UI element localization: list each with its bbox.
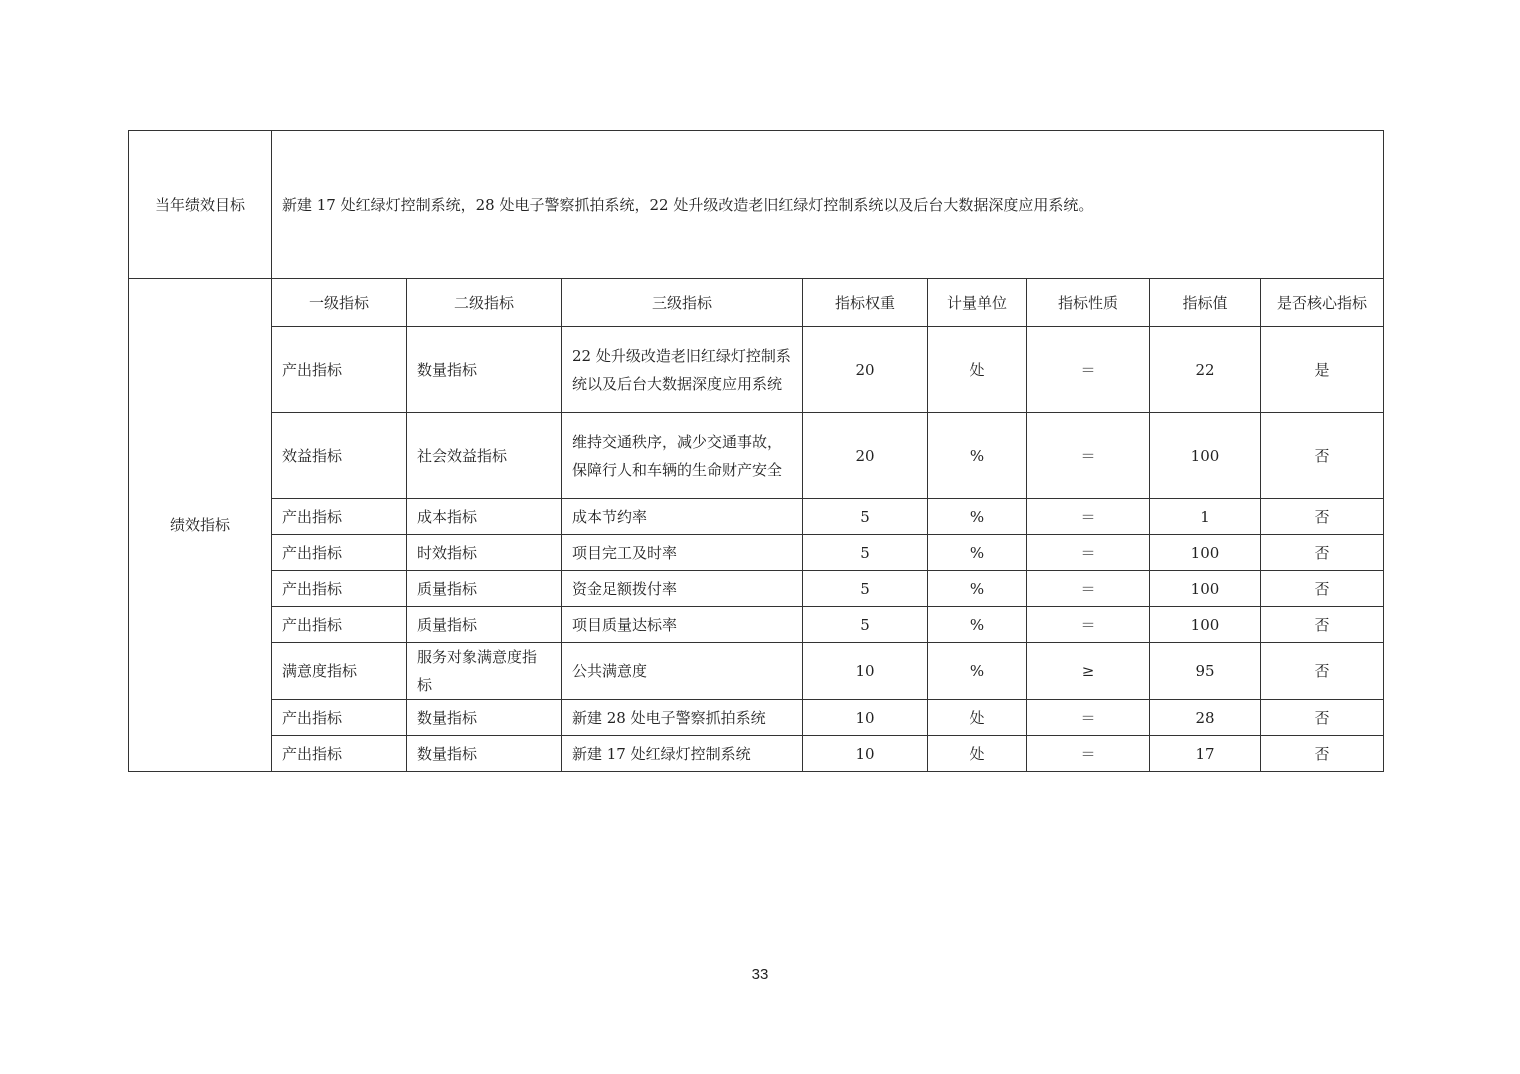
cell-core: 否 xyxy=(1261,499,1384,535)
table-row xyxy=(129,535,1384,571)
cell-level1: 满意度指标 xyxy=(272,643,407,700)
cell-level1: 产出指标 xyxy=(272,535,407,571)
header-value: 指标值 xyxy=(1150,279,1261,327)
cell-weight: 5 xyxy=(803,571,928,607)
cell-core: 否 xyxy=(1261,736,1384,772)
cell-level1: 产出指标 xyxy=(272,607,407,643)
goal-text: 新建 17 处红绿灯控制系统，28 处电子警察抓拍系统，22 处升级改造老旧红绿灯控制系统以及后台大数据深度应用系统。 xyxy=(272,131,1384,279)
table-row xyxy=(129,499,1384,535)
cell-level3: 成本节约率 xyxy=(562,499,803,535)
cell-weight: 5 xyxy=(803,499,928,535)
cell-core: 是 xyxy=(1261,327,1384,413)
table-row xyxy=(129,571,1384,607)
cell-nature: ＝ xyxy=(1027,607,1150,643)
cell-level1: 产出指标 xyxy=(272,571,407,607)
cell-level1: 产出指标 xyxy=(272,499,407,535)
cell-value: 100 xyxy=(1150,607,1261,643)
cell-level3: 维持交通秩序，减少交通事故，保障行人和车辆的生命财产安全 xyxy=(562,413,803,499)
cell-value: 100 xyxy=(1150,413,1261,499)
cell-level2: 成本指标 xyxy=(407,499,562,535)
cell-level2: 数量指标 xyxy=(407,327,562,413)
cell-nature: ＝ xyxy=(1027,571,1150,607)
cell-level2: 服务对象满意度指标 xyxy=(407,643,562,700)
cell-value: 28 xyxy=(1150,700,1261,736)
cell-nature: ＝ xyxy=(1027,327,1150,413)
cell-value: 17 xyxy=(1150,736,1261,772)
header-unit: 计量单位 xyxy=(928,279,1027,327)
cell-value: 100 xyxy=(1150,535,1261,571)
cell-core: 否 xyxy=(1261,607,1384,643)
cell-core: 否 xyxy=(1261,413,1384,499)
page-number: 33 xyxy=(751,966,769,983)
cell-unit: % xyxy=(928,413,1027,499)
table-row xyxy=(129,413,1384,499)
table-row xyxy=(129,607,1384,643)
cell-core: 否 xyxy=(1261,643,1384,700)
cell-unit: 处 xyxy=(928,736,1027,772)
cell-weight: 10 xyxy=(803,700,928,736)
cell-unit: % xyxy=(928,535,1027,571)
cell-unit: 处 xyxy=(928,327,1027,413)
cell-level2: 质量指标 xyxy=(407,571,562,607)
cell-weight: 10 xyxy=(803,736,928,772)
cell-level2: 数量指标 xyxy=(407,736,562,772)
cell-level1: 产出指标 xyxy=(272,700,407,736)
cell-nature: ＝ xyxy=(1027,499,1150,535)
cell-level2: 质量指标 xyxy=(407,607,562,643)
header-level2: 二级指标 xyxy=(407,279,562,327)
cell-nature: ＝ xyxy=(1027,413,1150,499)
cell-level2: 数量指标 xyxy=(407,700,562,736)
cell-core: 否 xyxy=(1261,535,1384,571)
cell-level1: 效益指标 xyxy=(272,413,407,499)
cell-level2: 社会效益指标 xyxy=(407,413,562,499)
cell-weight: 5 xyxy=(803,607,928,643)
indicators-label: 绩效指标 xyxy=(129,279,272,772)
table-row xyxy=(129,736,1384,772)
cell-unit: % xyxy=(928,571,1027,607)
cell-weight: 5 xyxy=(803,535,928,571)
table-row xyxy=(129,643,1384,700)
cell-level3: 项目完工及时率 xyxy=(562,535,803,571)
cell-nature: ≥ xyxy=(1027,643,1150,700)
cell-value: 100 xyxy=(1150,571,1261,607)
cell-level1: 产出指标 xyxy=(272,736,407,772)
cell-nature: ＝ xyxy=(1027,535,1150,571)
header-level1: 一级指标 xyxy=(272,279,407,327)
cell-value: 95 xyxy=(1150,643,1261,700)
cell-level1: 产出指标 xyxy=(272,327,407,413)
cell-level3: 公共满意度 xyxy=(562,643,803,700)
cell-level3: 项目质量达标率 xyxy=(562,607,803,643)
cell-core: 否 xyxy=(1261,700,1384,736)
cell-weight: 20 xyxy=(803,413,928,499)
goal-row xyxy=(129,131,1384,279)
cell-unit: 处 xyxy=(928,700,1027,736)
cell-unit: % xyxy=(928,499,1027,535)
header-nature: 指标性质 xyxy=(1027,279,1150,327)
cell-nature: ＝ xyxy=(1027,700,1150,736)
cell-value: 1 xyxy=(1150,499,1261,535)
cell-core: 否 xyxy=(1261,571,1384,607)
cell-level3: 资金足额拨付率 xyxy=(562,571,803,607)
cell-value: 22 xyxy=(1150,327,1261,413)
table-header-row xyxy=(129,279,1384,327)
header-core: 是否核心指标 xyxy=(1261,279,1384,327)
header-level3: 三级指标 xyxy=(562,279,803,327)
performance-table xyxy=(128,130,1384,772)
cell-weight: 10 xyxy=(803,643,928,700)
cell-level3: 新建 28 处电子警察抓拍系统 xyxy=(562,700,803,736)
table-row xyxy=(129,700,1384,736)
cell-level3: 新建 17 处红绿灯控制系统 xyxy=(562,736,803,772)
cell-nature: ＝ xyxy=(1027,736,1150,772)
cell-weight: 20 xyxy=(803,327,928,413)
cell-level2: 时效指标 xyxy=(407,535,562,571)
cell-level3: 22 处升级改造老旧红绿灯控制系统以及后台大数据深度应用系统 xyxy=(562,327,803,413)
table-row xyxy=(129,327,1384,413)
cell-unit: % xyxy=(928,607,1027,643)
cell-unit: % xyxy=(928,643,1027,700)
header-weight: 指标权重 xyxy=(803,279,928,327)
goal-label: 当年绩效目标 xyxy=(129,131,272,279)
